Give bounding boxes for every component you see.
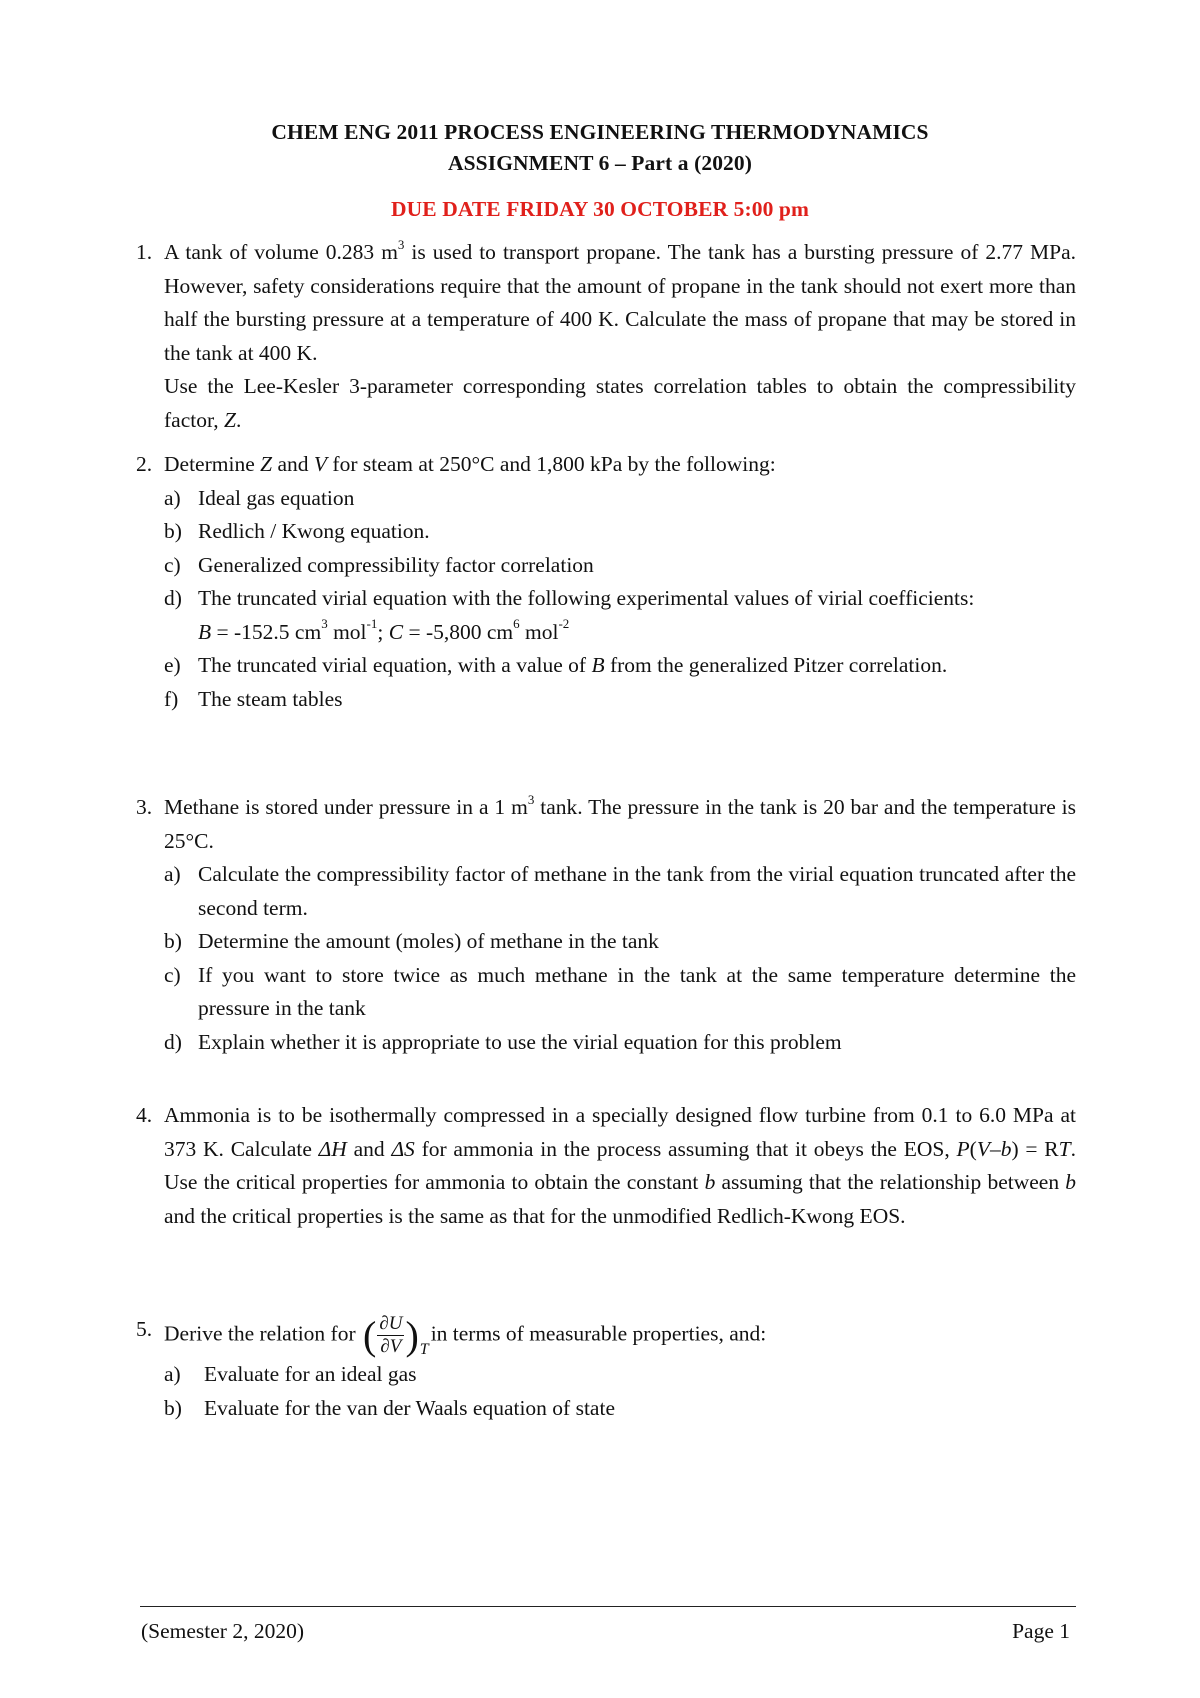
question-number: 5. [136, 1317, 153, 1341]
question-2 [136, 448, 1076, 716]
sub-item-label: d) [164, 1029, 182, 1054]
symbol-b: B [198, 619, 212, 644]
text-run: and the critical properties is the same as that for the unmodified Redlich-Kwong EOS. [164, 1203, 906, 1228]
text-run: The truncated virial equation with the following experimental values of virial coefficients: [198, 586, 975, 610]
text-run: = -5,800 cm [403, 619, 514, 644]
sub-item [164, 582, 1076, 649]
sub-item [164, 1026, 1076, 1060]
sub-item-text [198, 649, 1076, 683]
question-1-text [164, 236, 1076, 370]
superscript: 3 [527, 791, 535, 807]
sub-item-text: Generalized compressibility factor correlation [198, 552, 594, 577]
text-run: for steam at 250°C and 1,800 kPa by the following: [327, 452, 776, 476]
sub-item-label: a) [164, 1362, 181, 1386]
sub-item [164, 482, 1076, 516]
sub-item [164, 649, 1076, 683]
sub-item [164, 925, 1076, 959]
sub-item-text: Ideal gas equation [198, 485, 355, 510]
sub-item-text: If you want to store twice as much methane in the tank at the same temperature determine the pressure in the tank [198, 962, 1076, 1020]
course-title: CHEM ENG 2011 PROCESS ENGINEERING THERMODYNAMICS [271, 120, 929, 144]
text-run: Derive the relation for [164, 1321, 361, 1346]
sub-item-label: d) [164, 586, 182, 610]
question-number: 2. [136, 452, 153, 476]
superscript: -2 [558, 616, 570, 632]
symbol-p: P [956, 1136, 970, 1161]
sub-item-label: a) [164, 485, 181, 510]
sub-item-label: e) [164, 653, 181, 677]
question-4-text [164, 1099, 1076, 1233]
symbol-v: V [976, 1136, 990, 1161]
text-run: in terms of measurable properties, and: [430, 1321, 767, 1346]
text-run: . Use the critical properties for ammonia to obtain the constant [164, 1136, 1076, 1194]
partial-derivative [363, 1313, 429, 1358]
footer-divider [140, 1606, 1076, 1607]
symbol-b: B [591, 653, 605, 677]
superscript: 3 [397, 236, 405, 252]
text-run: and [346, 1136, 392, 1161]
superscript: 6 [513, 616, 520, 632]
text-run: – [989, 1136, 1001, 1161]
text-run: ( [969, 1136, 977, 1161]
text-run: Determine [164, 452, 261, 476]
symbol-delta-s: ΔS [391, 1136, 415, 1161]
footer-page-number: Page 1 [1012, 1619, 1070, 1643]
sub-item [164, 549, 1076, 583]
sub-item-label: b) [164, 519, 182, 543]
question-1-instruction [164, 370, 1076, 437]
sub-item-label: b) [164, 929, 182, 953]
text-run: for ammonia in the process assuming that it obeys the EOS, [414, 1136, 957, 1161]
sub-item [164, 683, 1076, 717]
paren-right-icon: ) [405, 1312, 419, 1358]
text-run: ) = R [1011, 1136, 1059, 1161]
superscript: -1 [366, 616, 378, 632]
superscript: 3 [321, 616, 328, 632]
question-number: 1. [136, 240, 153, 264]
question-3-text [164, 791, 1076, 858]
sub-item-label: a) [164, 862, 181, 886]
text-run: tank. The pressure in the tank is 20 bar and the temperature is 25°C. [164, 795, 1076, 853]
sub-item-text: Calculate the compressibility factor of methane in the tank from the virial equation truncated after the second term. [198, 862, 1076, 920]
text-run: Use the Lee-Kesler 3-parameter corresponding states correlation tables to obtain the compressibility factor, [164, 374, 1076, 432]
sub-item-label: b) [164, 1395, 182, 1420]
question-number: 4. [136, 1103, 153, 1127]
symbol-v: V [313, 452, 328, 476]
question-2-text [164, 448, 1076, 482]
question-number: 3. [136, 795, 153, 819]
sub-item-text: Explain whether it is appropriate to use the virial equation for this problem [198, 1029, 842, 1054]
footer-semester: (Semester 2, 2020) [141, 1619, 305, 1643]
text-run: from the generalized Pitzer correlation. [604, 653, 948, 677]
sub-item-text: Evaluate for the van der Waals equation of state [204, 1395, 615, 1420]
question-1 [136, 236, 1076, 437]
sub-item-label: c) [164, 962, 181, 987]
sub-item [164, 1358, 1076, 1392]
text-run: mol [519, 619, 559, 644]
symbol-b: b [1000, 1136, 1012, 1161]
sub-item-text: The steam tables [198, 686, 343, 711]
paren-left-icon: ( [363, 1312, 377, 1358]
sub-item [164, 515, 1076, 549]
text-run: mol [327, 619, 367, 644]
sub-item [164, 858, 1076, 925]
sub-item-text: Redlich / Kwong equation. [198, 519, 430, 543]
symbol-z: Z [260, 452, 273, 476]
text-run: The truncated virial equation, with a value of [198, 653, 592, 677]
sub-item-text: Determine the amount (moles) of methane in the tank [198, 929, 659, 953]
text-run: = -152.5 cm [211, 619, 322, 644]
text-run: is used to transport propane. The tank has a bursting pressure of 2.77 MPa. However, safety considerations require that the amount of propane in the tank should not exert more than half the bursting pressure at a temperature of 400 K. Calculate the mass of propane that may be stored in the tank at 400 K. [164, 240, 1076, 365]
question-4 [136, 1099, 1076, 1233]
symbol-b: b [1065, 1170, 1076, 1194]
symbol-t: T [1058, 1136, 1071, 1161]
text-run: and [272, 452, 314, 476]
symbol-z: Z [224, 407, 236, 432]
derivative-denominator: ∂V [380, 1336, 402, 1357]
sub-item-label: f) [164, 686, 179, 711]
symbol-b: b [704, 1170, 716, 1194]
sub-item-text: Evaluate for an ideal gas [204, 1362, 417, 1386]
text-run: Ammonia is to be isothermally compressed in a specially designed flow turbine from 0.1 to 6.0 MPa at 373 K. Calculate [164, 1103, 1076, 1161]
question-3 [136, 791, 1076, 1059]
symbol-c: C [388, 619, 404, 644]
sub-item-text [198, 582, 1076, 649]
text-run: A tank of volume 0.283 m [164, 240, 398, 264]
due-date: DUE DATE FRIDAY 30 OCTOBER 5:00 pm [391, 197, 809, 221]
text-run: assuming that the relationship between [715, 1170, 1066, 1194]
assignment-title: ASSIGNMENT 6 – Part a (2020) [448, 151, 752, 175]
sub-item [164, 1392, 1076, 1426]
derivative-numerator: ∂U [379, 1313, 403, 1334]
text-run: . [236, 407, 242, 432]
sub-item-label: c) [164, 552, 181, 577]
symbol-delta-h: ΔH [318, 1136, 347, 1161]
sub-item [164, 959, 1076, 1026]
question-5 [136, 1313, 1076, 1425]
text-run: Methane is stored under pressure in a 1 m [164, 795, 528, 819]
derivative-subscript: T [419, 1340, 429, 1358]
question-5-text [164, 1313, 1076, 1358]
text-run: ; [377, 619, 389, 644]
